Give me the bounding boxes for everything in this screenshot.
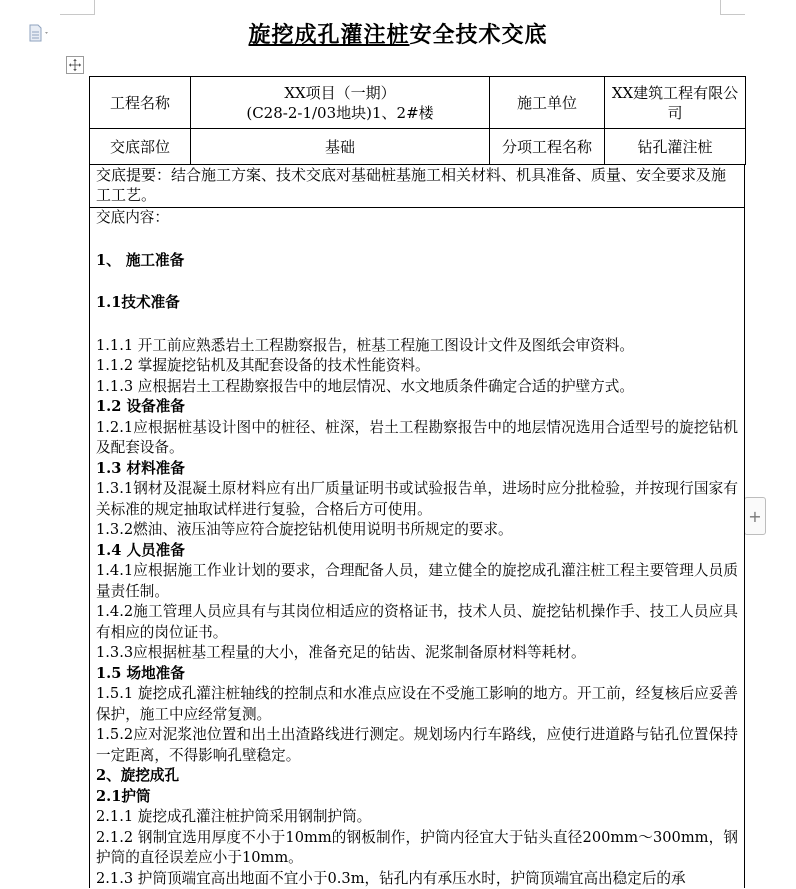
subsection-heading: 1.1技术准备: [96, 293, 738, 314]
project-name-label: 工程名称: [90, 77, 191, 129]
paragraph: 2.1.2 钢制宜选用厚度不小于10mm的钢板制作，护筒内径宜大于钻头直径200mm～300mm，钢护筒的直径误差应小于10mm。: [96, 828, 738, 869]
paragraph: 1.1.3 应根据岩土工程勘察报告中的地层情况、水文地质条件确定合适的护壁方式。: [96, 377, 738, 398]
paragraph: 1.4.2施工管理人员应具有与其岗位相适应的资格证书，技术人员、旋挖钻机操作手、技工人员应具有相应的岗位证书。: [96, 602, 738, 643]
subitem-value: 钻孔灌注桩: [605, 129, 746, 165]
summary-text: 交底提要：结合施工方案、技术交底对基础桩基施工相关材料、机具准备、质量、安全要求及施工工艺。: [96, 165, 738, 205]
paragraph: 1.1.2 掌握旋挖钻机及其配套设备的技术性能资料。: [96, 356, 738, 377]
paragraph: 1.3.2燃油、液压油等应符合旋挖钻机使用说明书所规定的要求。: [96, 520, 738, 541]
title-underlined: 旋挖成孔灌注桩: [248, 22, 409, 48]
subitem-label: 分项工程名称: [490, 129, 605, 165]
paragraph: 1.3.1钢材及混凝土原材料应有出厂质量证明书或试验报告单，进场时应分批检验，并按现行国家有关标准的规定抽取试样进行复验，合格后方可使用。: [96, 479, 738, 520]
project-name-line2: (C28-2-1/03地块)1、2#楼: [195, 103, 485, 123]
paragraph: 2.1.3 护筒顶端宜高出地面不宜小于0.3m，钻孔内有承压水时，护筒顶端宜高出稳定后的承: [96, 869, 738, 889]
add-column-icon[interactable]: +: [744, 497, 766, 535]
content-label: 交底内容：: [96, 208, 738, 229]
title-rest: 安全技术交底: [410, 22, 548, 48]
table-move-handle-icon[interactable]: [66, 56, 84, 74]
contractor-label: 施工单位: [490, 77, 605, 129]
section-heading: 2、旋挖成孔: [96, 766, 738, 787]
page-title: [0, 18, 796, 49]
paragraph: 1.1.1 开工前应熟悉岩土工程勘察报告，桩基工程施工图设计文件及图纸会审资料。: [96, 336, 738, 357]
paragraph: 1.5.2应对泥浆池位置和出土出渣路线进行测定。规划场内行车路线，应使行进道路与钻孔位置保持一定距离，不得影响孔壁稳定。: [96, 725, 738, 766]
subsection-heading: 1.5 场地准备: [96, 664, 738, 685]
paragraph: 1.4.1应根据施工作业计划的要求，合理配备人员，建立健全的旋挖成孔灌注桩工程主要管理人员质量责任制。: [96, 561, 738, 602]
location-label: 交底部位: [90, 129, 191, 165]
paragraph: 1.3.3应根据桩基工程量的大小，准备充足的钻齿、泥浆制备原材料等耗材。: [96, 643, 738, 664]
subsection-heading: 1.4 人员准备: [96, 541, 738, 562]
page-corner-mark: [60, 0, 95, 15]
project-name-line1: XX项目（一期）: [195, 83, 485, 103]
paragraph: 2.1.1 旋挖成孔灌注桩护筒采用钢制护筒。: [96, 807, 738, 828]
location-value: 基础: [191, 129, 490, 165]
subsection-heading: 1.2 设备准备: [96, 397, 738, 418]
header-table: [89, 76, 746, 165]
section-heading: 1、 施工准备: [96, 251, 738, 272]
paragraph: 1.5.1 旋挖成孔灌注桩轴线的控制点和水准点应设在不受施工影响的地方。开工前，经复核后应妥善保护，施工中应经常复测。: [96, 684, 738, 725]
page-corner-mark: [720, 0, 745, 15]
subsection-heading: 2.1护筒: [96, 787, 738, 808]
content-box: [89, 208, 745, 888]
contractor-value: XX建筑工程有限公司: [605, 77, 746, 129]
paragraph: 1.2.1应根据桩基设计图中的桩径、桩深，岩土工程勘察报告中的地层情况选用合适型号的旋挖钻机及配套设备。: [96, 418, 738, 459]
summary-box: [89, 164, 745, 208]
project-name-value: [191, 77, 490, 129]
subsection-heading: 1.3 材料准备: [96, 459, 738, 480]
